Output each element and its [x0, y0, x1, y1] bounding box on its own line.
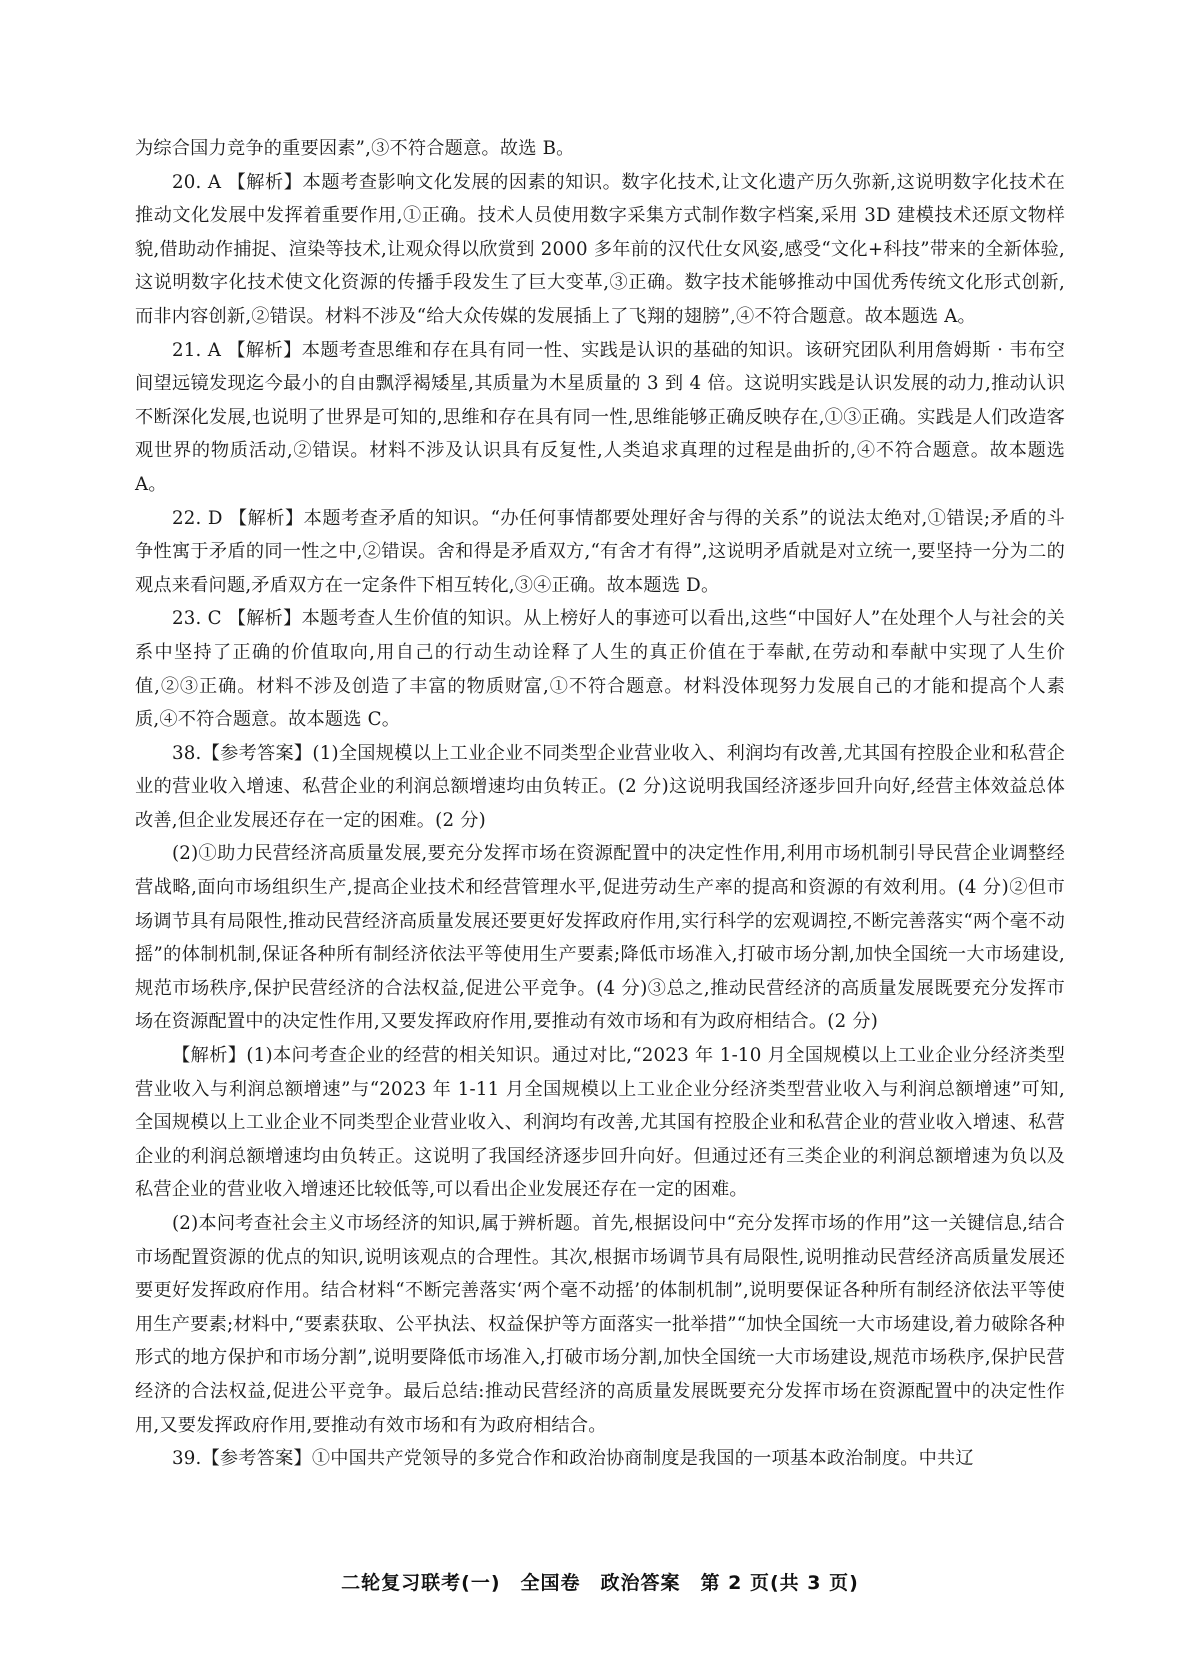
paragraph-answer-39: 39.【参考答案】①中国共产党领导的多党合作和政治协商制度是我国的一项基本政治制度。中共辽: [172, 1448, 974, 1470]
paragraph-answer-23: 23. C 【解析】本题考查人生价值的知识。从上榜好人的事迹可以看出,这些“中国好人”在处理个人与社会的关系中坚持了正确的价值取向,用自己的行动生动诠释了人生的真正价值在于奉献,在劳动和奉献中实现了人生价值,②③正确。材料不涉及创造了丰富的物质财富,①不符合题意。材料没体现努力发展自己的才能和提高个人素质,④不符合题意。故本题选 C。: [135, 608, 1065, 731]
paragraph-analysis-38-part2: (2)本问考查社会主义市场经济的知识,属于辨析题。首先,根据设问中“充分发挥市场的作用”这一关键信息,结合市场配置资源的优点的知识,说明该观点的合理性。其次,根据市场调节具有局限性,说明推动民营经济高质量发展还要更好发挥政府作用。结合材料“不断完善落实‘两个毫不动摇’的体制机制”,说明要保证各种所有制经济依法平等使用生产要素;材料中,“要素获取、公平执法、权益保护等方面落实一批举措”“加快全国统一大市场建设,着力破除各种形式的地方保护和市场分割”,说明要降低市场准入,打破市场分割,加快全国统一大市场建设,规范市场秩序,保护民营经济的合法权益,促进公平竞争。最后总结:推动民营经济的高质量发展既要充分发挥市场在资源配置中的决定性作用,又要发挥政府作用,要推动有效市场和有为政府相结合。: [135, 1213, 1065, 1436]
paragraph-answer-38-part1: 38.【参考答案】(1)全国规模以上工业企业不同类型企业营业收入、利润均有改善,尤其国有控股企业和私营企业的营业收入增速、私营企业的利润总额增速均由负转正。(2 分)这说明我国经济逐步回升向好,经营主体效益总体改善,但企业发展还存在一定的困难。(2 分): [135, 742, 1065, 831]
paragraph-answer-20: 20. A 【解析】本题考查影响文化发展的因素的知识。数字化技术,让文化遗产历久弥新,这说明数字化技术在推动文化发展中发挥着重要作用,①正确。技术人员使用数字采集方式制作数字档案,采用 3D 建模技术还原文物样貌,借助动作捕捉、渲染等技术,让观众得以欣赏到 2000 多年前的汉代仕女风姿,感受“文化+科技”带来的全新体验,这说明数字化技术使文化资源的传播手段发生了巨大变革,③正确。数字技术能够推动中国优秀传统文化形式创新,而非内容创新,②错误。材料不涉及“给大众传媒的发展插上了飞翔的翅膀”,④不符合题意。故本题选 A。: [135, 171, 1065, 327]
document-body: [135, 132, 1065, 1476]
page-footer: 二轮复习联考(一) 全国卷 政治答案 第 2 页(共 3 页): [341, 1572, 859, 1594]
paragraph-19-continuation: 为综合国力竞争的重要因素”,③不符合题意。故选 B。: [135, 138, 575, 159]
paragraph-answer-21: 21. A 【解析】本题考查思维和存在具有同一性、实践是认识的基础的知识。该研究团队利用詹姆斯 · 韦布空间望远镜发现迄今最小的自由飘浮褐矮星,其质量为木星质量的 3 到 4 倍。这说明实践是认识发展的动力,推动认识不断深化发展,也说明了世界是可知的,思维和存在具有同一性,思维能够正确反映存在,①③正确。实践是人们改造客观世界的物质活动,②错误。材料不涉及认识具有反复性,人类追求真理的过程是曲折的,④不符合题意。故本题选 A。: [135, 339, 1065, 495]
paragraph-answer-22: 22. D 【解析】本题考查矛盾的知识。“办任何事情都要处理好舍与得的关系”的说法太绝对,①错误;矛盾的斗争性寓于矛盾的同一性之中,②错误。舍和得是矛盾双方,“有舍才有得”,这说明矛盾就是对立统一,要坚持一分为二的观点来看问题,矛盾双方在一定条件下相互转化,③④正确。故本题选 D。: [135, 507, 1065, 596]
paragraph-answer-38-part2: (2)①助力民营经济高质量发展,要充分发挥市场在资源配置中的决定性作用,利用市场机制引导民营企业调整经营战略,面向市场组织生产,提高企业技术和经营管理水平,促进劳动生产率的提高和资源的有效利用。(4 分)②但市场调节具有局限性,推动民营经济高质量发展还要更好发挥政府作用,实行科学的宏观调控,不断完善落实“两个毫不动摇”的体制机制,保证各种所有制经济依法平等使用生产要素;降低市场准入,打破市场分割,加快全国统一大市场建设,规范市场秩序,保护民营经济的合法权益,促进公平竞争。(4 分)③总之,推动民营经济的高质量发展既要充分发挥市场在资源配置中的决定性作用,又要发挥政府作用,要推动有效市场和有为政府相结合。(2 分): [135, 843, 1065, 1033]
paragraph-analysis-38-part1: 【解析】(1)本问考查企业的经营的相关知识。通过对比,“2023 年 1-10 月全国规模以上工业企业分经济类型营业收入与利润总额增速”与“2023 年 1-11 月全国规模以上工业企业分经济类型营业收入与利润总额增速”可知,全国规模以上工业企业不同类型企业营业收入、利润均有改善,尤其国有控股企业和私营企业的营业收入增速、私营企业的利润总额增速均由负转正。这说明了我国经济逐步回升向好。但通过还有三类企业的利润总额增速为负以及私营企业的营业收入增速还比较低等,可以看出企业发展还存在一定的困难。: [135, 1045, 1065, 1201]
